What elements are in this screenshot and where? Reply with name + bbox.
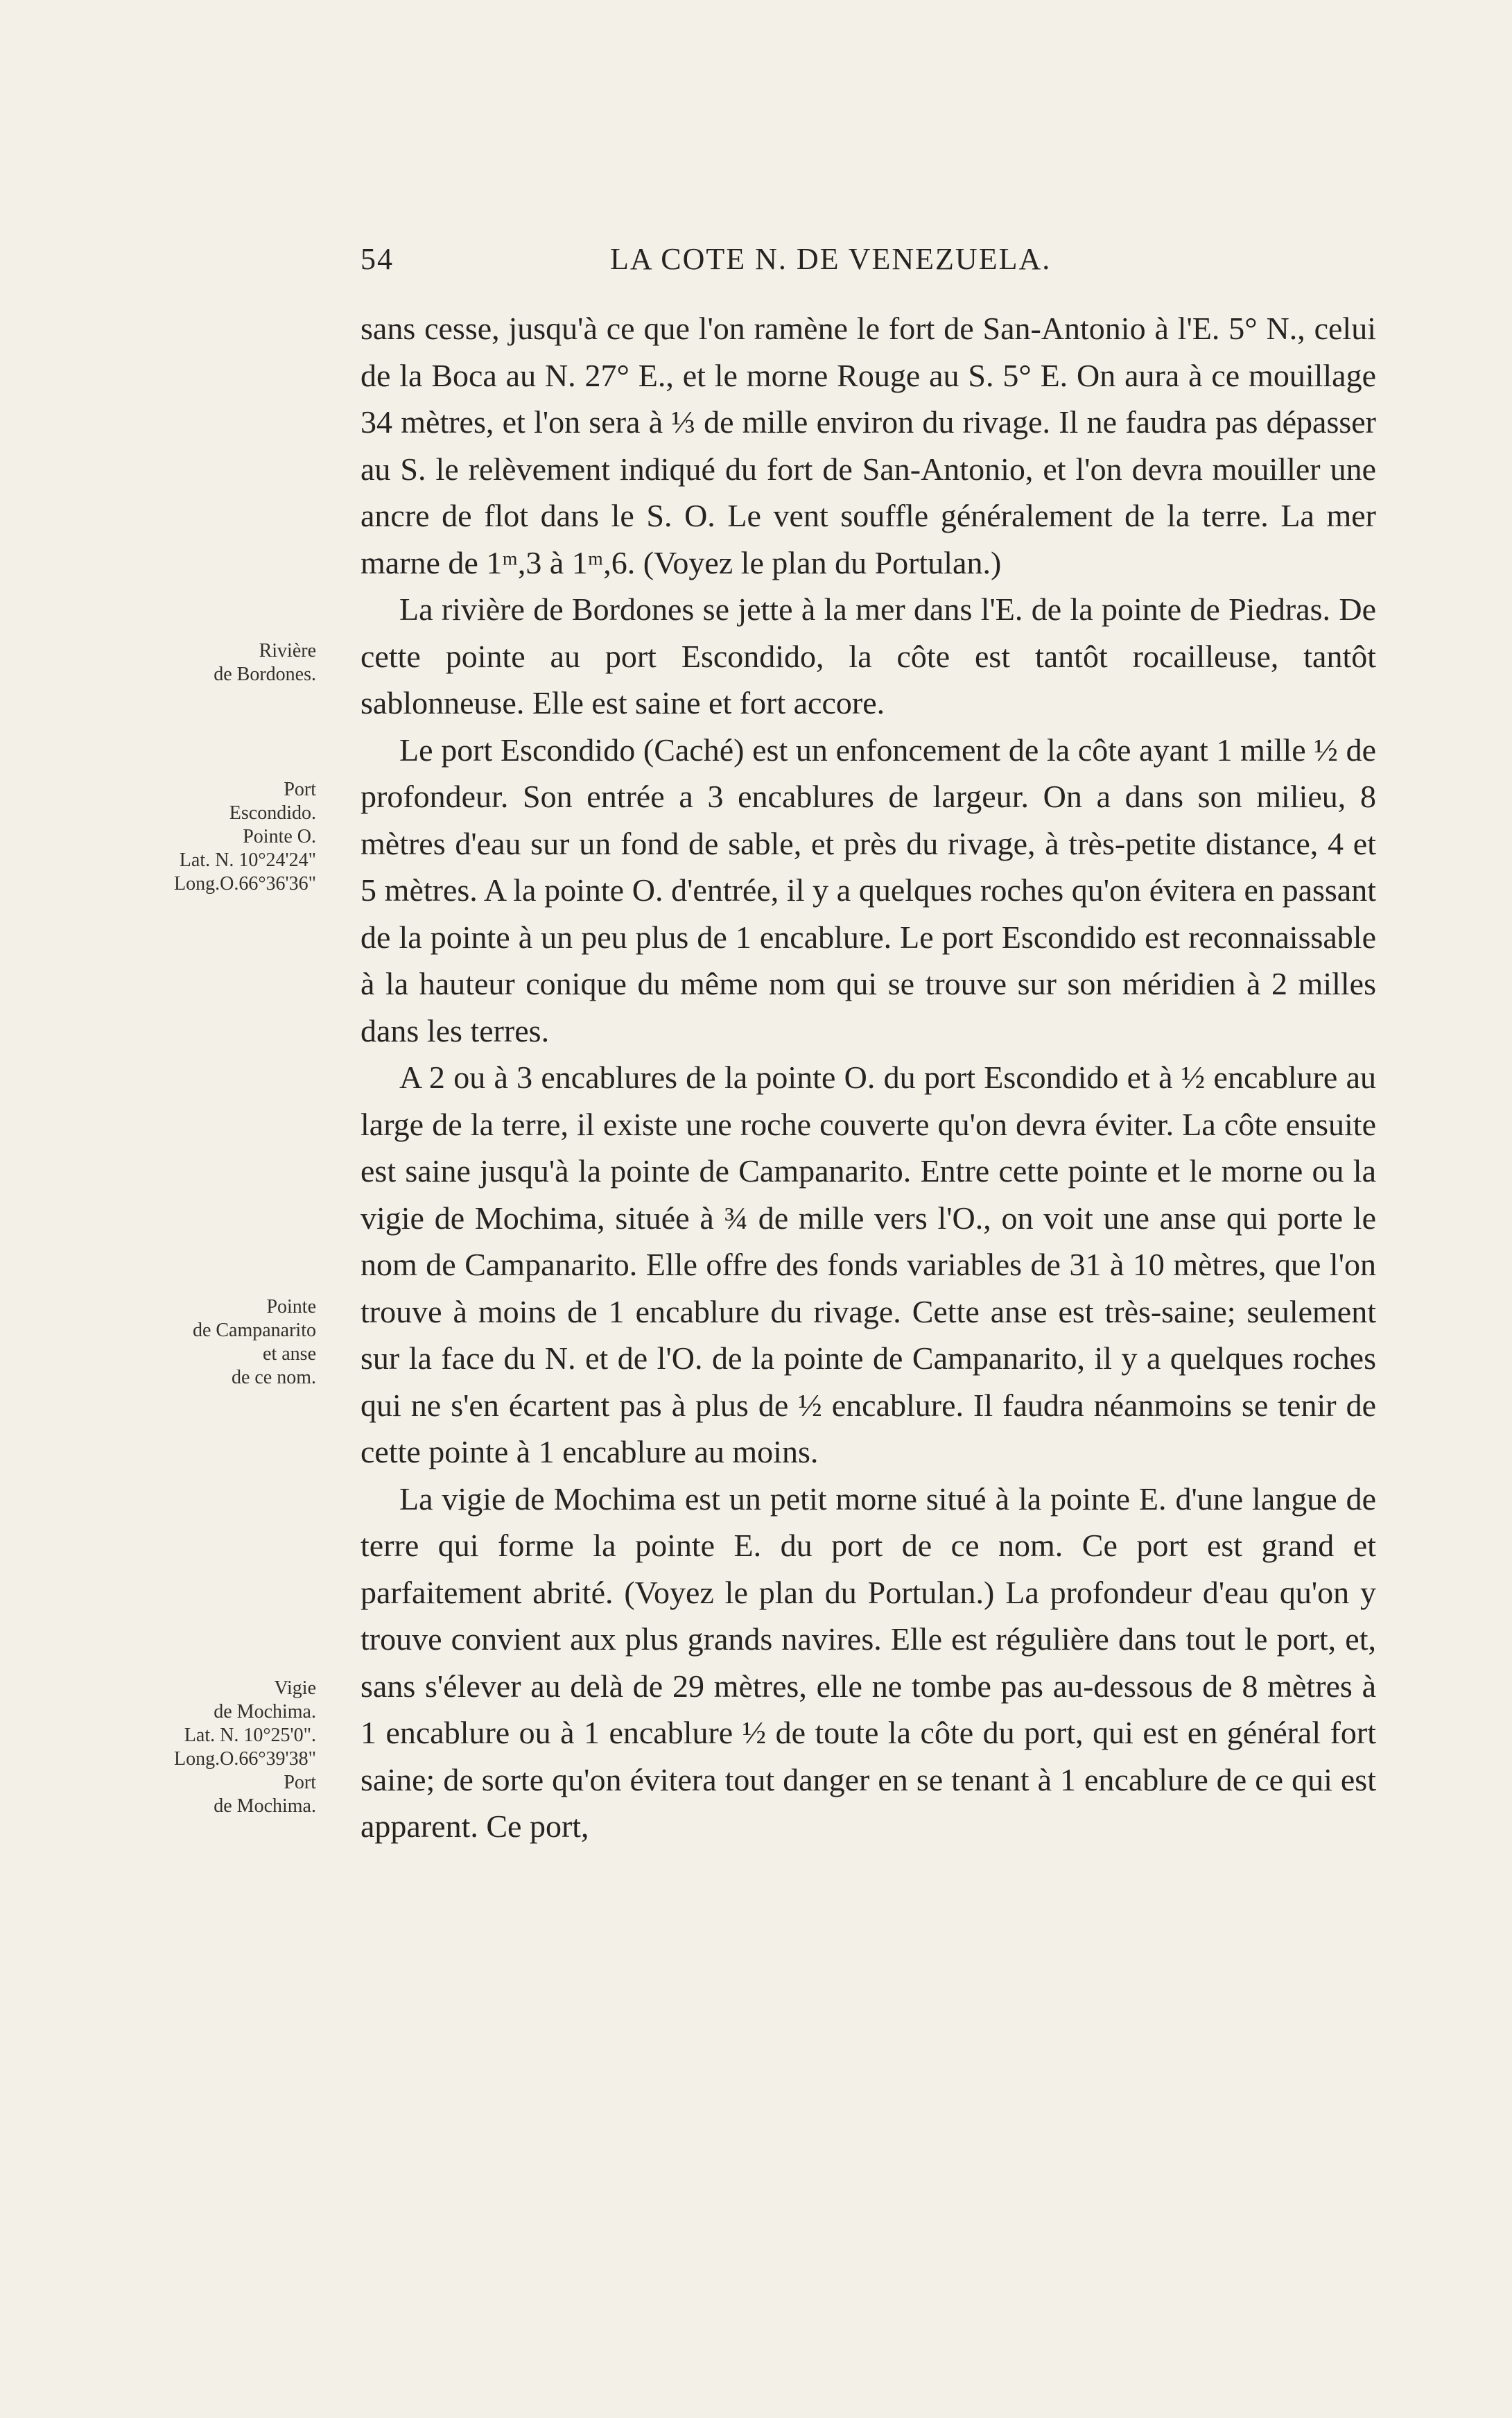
margin-note-line: et anse [263, 1343, 316, 1365]
paragraph: La vigie de Mochima est un petit morne situé à la pointe E. d'une langue de terre qui forme la pointe E. du port de ce nom. Ce port est grand et parfaitement abrité. (Voyez le plan du Portulan.) La profondeur d'eau qu'on y trouve convient aux plus grands navires. Elle est régulière dans tout le port, et, sans s'élever au delà de 29 mètres, elle ne tombe pas au-dessous de 8 mètres à 1 encablure ou à 1 encablure ½ de toute la côte du port, qui est en général fort saine; de sorte qu'on évitera tout danger en se tenant à 1 encablure de ce qui est apparent. Ce port, [360, 1480, 1376, 1844]
paragraph: A 2 ou à 3 encablures de la pointe O. du port Escondido et à ½ encablure au large de la terre, il existe une roche couverte qu'on devra éviter. La côte ensuite est saine jusqu'à la pointe de Campanarito. Entre cette pointe et le morne ou la vigie de Mochima, située à ¾ de mille vers l'O., on voit une anse qui porte le nom de Campanarito. Elle offre des fonds variables de 31 à 10 mètres, que l'on trouve à moins de 1 encablure du rivage. Cette anse est très-saine; seulement sur la face du N. et de l'O. de la pointe de Campanarito, il y a quelques roches qui ne s'en écartent pas à plus de ½ encablure. Il faudra néanmoins se tenir de cette pointe à 1 encablure au moins. [360, 1060, 1376, 1469]
margin-note-line: Vigie [274, 1677, 316, 1699]
margin-note-line: Lat. N. 10°25'0". [184, 1725, 316, 1746]
margin-note-line: Pointe [266, 1296, 316, 1318]
margin-note-mochima [174, 1677, 316, 1818]
margin-note-line: Pointe O. [243, 826, 316, 847]
margin-note-campanarito [193, 1295, 316, 1390]
margin-note-line: Long.O.66°36'36" [174, 873, 316, 895]
page-number: 54 [360, 242, 394, 276]
body-text [360, 305, 1376, 1850]
margin-note-line: de Mochima. [214, 1701, 316, 1722]
running-header [360, 241, 1376, 283]
margin-note-bordones [214, 639, 316, 686]
paragraph: sans cesse, jusqu'à ce que l'on ramène le fort de San-Antonio à l'E. 5° N., celui de la Boca au N. 27° E., et le morne Rouge au S. 5° E. On aura à ce mouillage 34 mètres, et l'on sera à ⅓ de mille environ du rivage. Il ne faudra pas dépasser au S. le relèvement indiqué du fort de San-Antonio, et l'on devra mouiller une ancre de flot dans le S. O. Le vent souffle généralement de la terre. La mer marne de 1ᵐ,3 à 1ᵐ,6. (Voyez le plan du Portulan.) [360, 311, 1376, 580]
margin-note-line: Long.O.66°39'38" [174, 1748, 316, 1770]
margin-note-escondido [174, 778, 316, 896]
margin-note-line: de Campanarito [192, 1320, 316, 1341]
margin-note-line: Port [284, 779, 316, 800]
paragraph: Le port Escondido (Caché) est un enfoncement de la côte ayant 1 mille ½ de profondeur. Son entrée a 3 encablures de largeur. On a dans son milieu, 8 mètres d'eau sur un fond de sable, et près du rivage, à très-petite distance, 4 et 5 mètres. A la pointe O. d'entrée, il y a quelques roches qu'on évitera en passant de la pointe à un peu plus de 1 encablure. Le port Escondido est reconnaissable à la hauteur conique du même nom qui se trouve sur son méridien à 2 milles dans les terres. [360, 732, 1376, 1048]
paragraph: La rivière de Bordones se jette à la mer dans l'E. de la pointe de Piedras. De cette pointe au port Escondido, la côte est tantôt rocailleuse, tantôt sablonneuse. Elle est saine et fort accore. [360, 591, 1376, 720]
margin-note-line: Lat. N. 10°24'24" [179, 849, 316, 871]
margin-note-line: de Mochima. [214, 1795, 316, 1817]
margin-note-line: Rivière [259, 640, 316, 662]
margin-note-line: de ce nom. [231, 1367, 316, 1388]
margin-note-line: de Bordones. [214, 664, 316, 685]
margin-note-line: Port [284, 1772, 316, 1793]
running-title: LA COTE N. DE VENEZUELA. [610, 242, 1052, 276]
margin-note-line: Escondido. [229, 802, 316, 824]
